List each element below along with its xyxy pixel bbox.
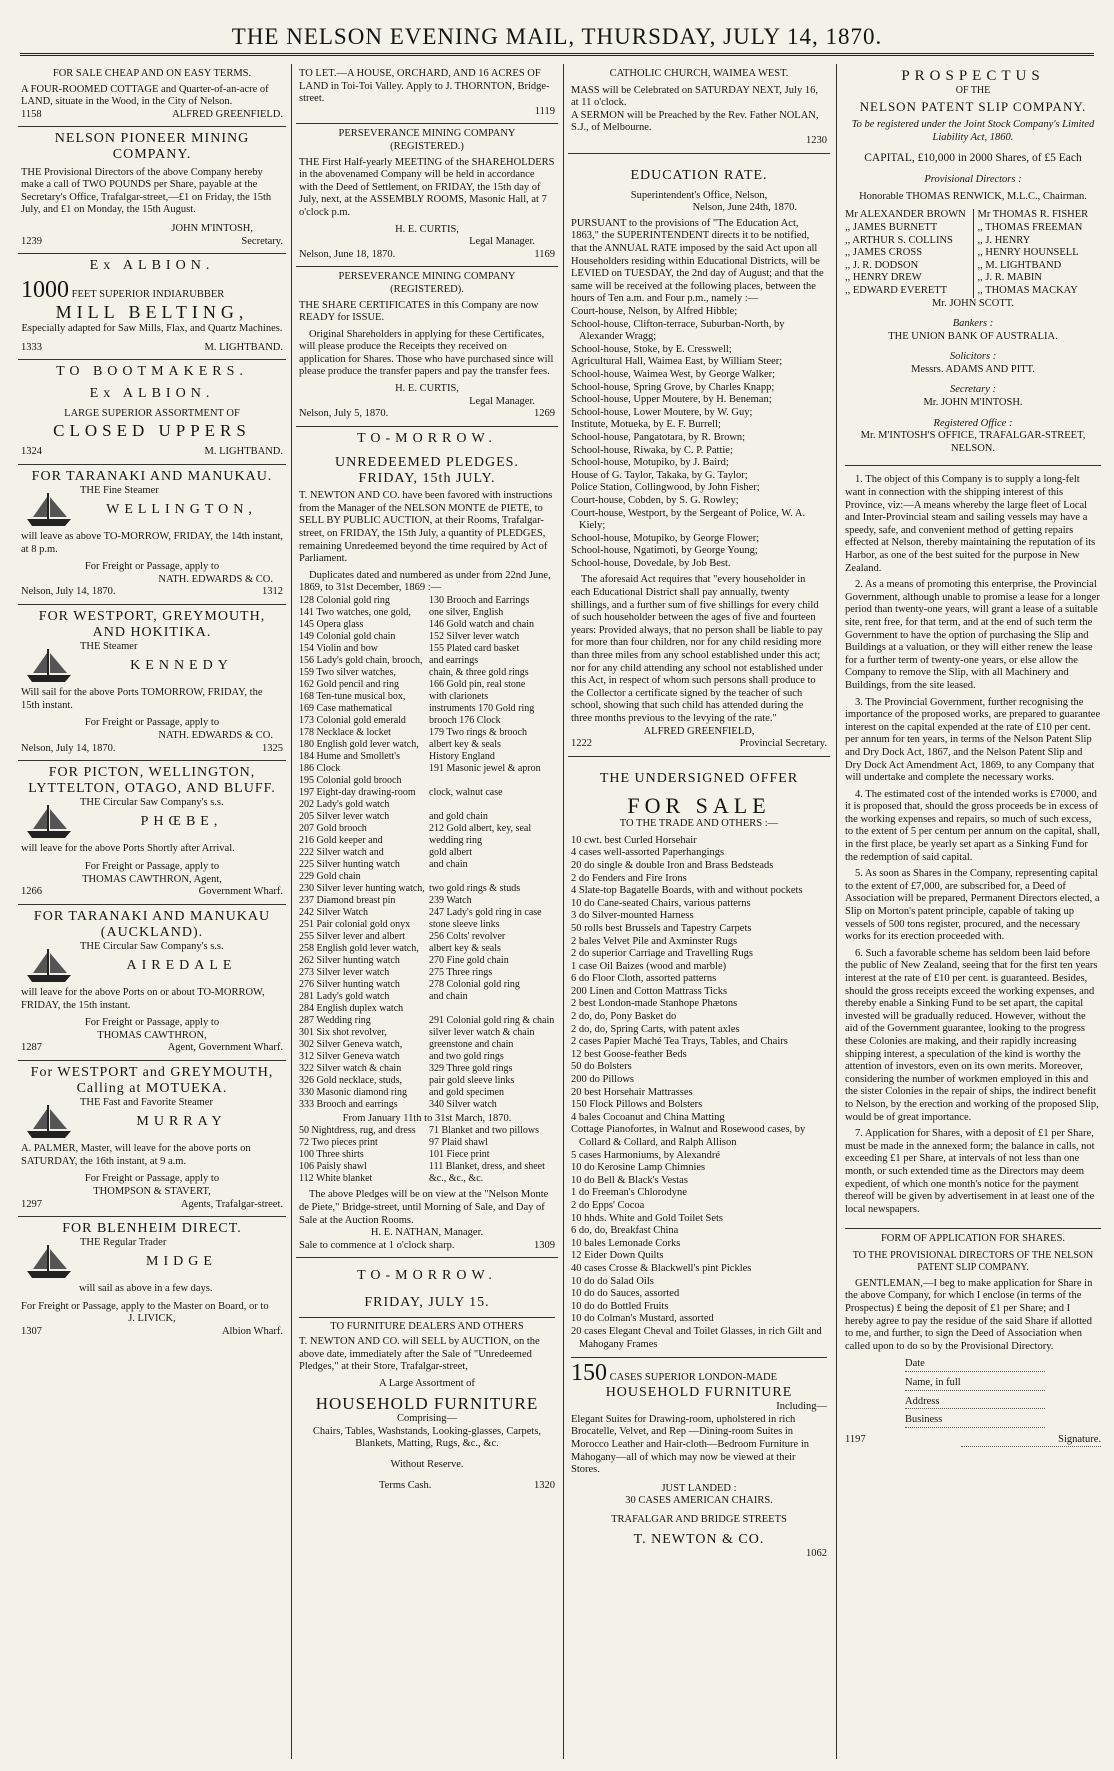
pledge-item: 128 Colonial gold ring: [299, 594, 390, 606]
pledge-item: 111 Blanket, dress, and sheet: [429, 1161, 545, 1173]
pledge-item: 178 Necklace & locket: [299, 726, 391, 738]
place-item: Police Station, Collingwood, by John Fisher;: [571, 482, 760, 494]
place-item: Court-house, Westport, by the Sergeant of Police, W. A. Kiely;: [571, 507, 806, 532]
pledge-item: 141 Two watches, one gold,: [299, 606, 411, 618]
pledge-item: 168 Ten-tune musical box,: [299, 690, 406, 702]
pledge-item: 242 Silver Watch: [299, 906, 368, 918]
goods-item: 40 cases Crosse & Blackwell's pint Pickles: [571, 1262, 752, 1274]
pledge-item: 256 Colts' revolver: [429, 930, 506, 942]
pledge-item: 207 Gold brooch: [299, 822, 367, 834]
goods-item: 10 do Cane-seated Chairs, various patterns: [571, 897, 751, 909]
pledge-item: 333 Brooch and earrings: [299, 1098, 398, 1110]
prospectus-paragraph: 5. As soon as Shares in the Company, representing capital to the extent of £7,000, are subscribed for, a Deed of Association will be prepared, Permanent Directors elected, a Slip on Morton's patent principle, capable of taking up vessels of 500 tons register, procured, and the necessary works for its erection proceeded with.: [845, 868, 1100, 943]
place-item: Institute, Motueka, by E. F. Burrell;: [571, 419, 721, 431]
column-4: [842, 64, 1104, 1759]
pledge-item: and chain: [429, 990, 468, 1002]
place-item: School-house, Lower Moutere, by W. Guy;: [571, 406, 753, 418]
pledge-item: 225 Silver hunting watch: [299, 858, 400, 870]
pledge-item: 278 Colonial gold ring: [429, 978, 520, 990]
place-item: House of G. Taylor, Takaka, by G. Taylor;: [571, 469, 748, 481]
masthead: THE NELSON EVENING MAIL, THURSDAY, JULY 14, 1870.: [20, 22, 1094, 56]
pledge-item: 205 Silver lever watch: [299, 810, 390, 822]
goods-item: 20 cases Elegant Cheval and Toilet Glasses, in rich Gilt and Mahogany Frames: [571, 1325, 822, 1350]
pledge-item: 156 Lady's gold chain, brooch,: [299, 654, 423, 666]
director-name: ,, J. R. DODSON: [845, 259, 919, 271]
goods-item: 20 best Horsehair Mattrasses: [571, 1086, 693, 1098]
pledge-item: 312 Silver Geneva watch: [299, 1050, 400, 1062]
pledge-item: 149 Colonial gold chain: [299, 630, 396, 642]
ad-to-let: TO LET.—A HOUSE, ORCHARD, AND 16 ACRES OF LAND in Toi-Toi Valley. Apply to J. THORNTON, Bridge-street. 1119: [296, 64, 558, 124]
pledge-item: 281 Lady's gold watch: [299, 990, 390, 1002]
pledge-item: 258 English gold lever watch,: [299, 942, 419, 954]
prospectus-patent-slip: PROSPECTUS OF THE NELSON PATENT SLIP COMPANY. To be registered under the Joint Stock Company's Limited Liability Act, 1860. CAPITAL, £10,000 in 2000 Shares, of £5 Each Provisional Directors : Honorable THOMAS RENWICK, M.L.C., Chairman. Mr ALEXANDER BROWN ,, JAMES BURNETT ,, ARTHUR S. COLLINS ,, JAMES CROSS ,, J. R. DODSON ,, HENRY DREW ,, EDWARD EVERETT Mr THOMAS R. FISHER ,, THOMAS FREEMAN ,, J. HENRY ,, HENRY HOUNSELL ,, M. LIGHTBAND ,, J. R. MABIN ,, THOMAS MACKAY Mr. JOHN SCOTT. Bankers : THE UNION BANK OF AUSTRALIA. Solicitors : Messrs. ADAMS AND PITT. Secretary : Mr. JOHN M'INTOSH. Registered Office : Mr. M'INTOSH'S OFFICE, TRAFALGAR-STREET, NELSON. 1. The object of this Company is to supply a long-felt want in connection with the shipping interest of this Province, viz:—A means whereby the large fleet of Local and Inter-Provincial steam and sailing vessels may have a speedy, safe, and convenient method of getting repairs effected at Nelson, thereby maintaining the reputation of its Harbor, as one of the best suited for the purpose in New Zealand. 2. As a means of promoting this enterprise, the Provincial Government, although unable to promise a lease for a longer period than twenty-one years, will grant a lease of a suitable site, rent free, for that term, and at the end of such term the Government to have the option of purchasing the Slip and Buildings at a valuation, or they will either renew the lease for a further term of twenty-one years, or else allow the Company to remove the Slip, with all Machinery and Buildings, from the site leased. 3. The Provincial Government, further recognising the importance of the proposed works, are prepared to guarantee interest on the capital expended at the rate of £10 per cent. per annum for ten years, in terms of the Nelson Patent Slip and Dry Dock Act, 1867, and the Nelson Patent Slip and Dry Dock Act Amendment Act, 1869, to any Company that will undertake and complete the necessary works. 4. The estimated cost of the intended works is £7000, and it is proposed that, should the gross proceeds be in excess of the working expenses and repairs, so much of such excess, to the extent of 5 per centum per annum on the capital, shall, in the first place, be yearly set apart as a Sinking Fund for the redemption of said capital. 5. As soon as Shares in the Company, representing capital to the extent of £7,000, are subscribed for, a Deed of Association will be prepared, Permanent Directors elected, a Slip on Morton's patent principle, capable of taking up vessels of 500 tons register, procured, and the necessary works for its erection proceeded with. 6. Such a favorable scheme has seldom been laid before the public of New Zealand, seeing that for the first ten years interest at the rate of £10 per cent. is guaranteed. Besides, should the gross receipts exceed the working expenses, and thereby enable a Sinking Fund to be set apart, the capital invested will be gradually reduced. However, without the aid of the Government guarantee, looking to the progress these Colonies are making, and their rapidly increasing shipping interest, a speculation of the kind is worthy the attention of investors, even on its own merits. Moreover, considering the number of workmen employed in this and the sister Colonies in the repair of ships, the indirect benefit to Nelson, by the erection and working of the proposed Slip, would be of great importance. 7. Application for Shares, with a deposit of £1 per Share, must be made in the annexed form; the balance in calls, not exceeding £1 per Share, at intervals of not less than one month, or such extended time as the Directors may deem expedient, of which one month's notice for the payment thereof will be given by advertisement in at least one of the local newspapers. FORM OF APPLICATION FOR SHARES. TO THE PROVISIONAL DIRECTORS OF THE NELSON PATENT SLIP COMPANY. GENTLEMAN,—I beg to make application for Share in the above Company, for which I enclose (in terms of the Prospectus) £ being the deposit of £1 per Share; and I hereby agree to pay the residue of the said Share if allotted to me, and further, to sign the Deed of Association when called upon to do so by the Provisional Directory. Date Name, in full Address Business 1197 Signature.: [842, 64, 1104, 1452]
ship-icon: [23, 799, 75, 841]
pledge-item: 216 Gold keeper and: [299, 834, 383, 846]
pledge-item: 106 Paisly shawl: [299, 1161, 367, 1173]
pledge-item: 197 Eight-day drawing-room: [299, 786, 416, 798]
ad-education-rate: EDUCATION RATE. Superintendent's Office, Nelson, Nelson, June 24th, 1870. PURSUANT to the provisions of "The Education Act, 1863," the SUPERINTENDENT directs it to be notified, that the ANNUAL RATE imposed by the said Act upon all Householders residing within Educational Districts, will be LEVIED on TUESDAY, the 2nd day of August; and that the same will be received at the following places, between the hours of Ten a.m. and Four p.m., namely :— Court-house, Nelson, by Alfred Hibble; School-house, Clifton-terrace, Suburban-North, by Alexander Wragg; School-house, Stoke, by E. Cresswell; Agricultural Hall, Waimea East, by William Steer; School-house, Waimea West, by George Walker; School-house, Spring Grove, by Charles Knapp; School-house, Upper Moutere, by H. Beneman; School-house, Lower Moutere, by W. Guy; Institute, Motueka, by E. F. Burrell; School-house, Pangatotara, by R. Brown; School-house, Riwaka, by C. P. Pattie; School-house, Motupiko, by J. Baird; House of G. Taylor, Takaka, by G. Taylor; Police Station, Collingwood, by John Fisher; Court-house, Cobden, by S. G. Rowley; Court-house, Westport, by the Sergeant of Police, W. A. Kiely; School-house, Motupiko, by George Flower; School-house, Ngatimoti, by George Young; School-house, Dovedale, by Job Best. The aforesaid Act requires that "every householder in each Educational District shall pay annually, twenty shillings, and a further sum of five shillings for every child of such householder between the ages of five and fourteen years: Provided always, that no person shall be liable to pay for more than four children, nor for any child residing more than three miles from any school established under this act; nor for any child attending any school not established under this Act, in respect of whom such persons shall produce to the Collector a certificate signed by the teacher of such school, showing that such child has attended during the three months previous to the levying of the rate." ALFRED GREENFIELD, 1222 Provincial Secretary.: [568, 154, 830, 757]
pledge-item: 326 Gold necklace, studs,: [299, 1074, 403, 1086]
goods-item: 6 do, do, Breakfast China: [571, 1225, 679, 1237]
place-item: School-house, Riwaka, by C. P. Pattie;: [571, 444, 733, 456]
ship-icon: [23, 643, 75, 685]
pledge-item: 130 Brooch and Earrings: [429, 594, 530, 606]
pledge-item: 262 Silver hunting watch: [299, 954, 400, 966]
place-item: Court-house, Nelson, by Alfred Hibble;: [571, 306, 738, 317]
ad-unredeemed-pledges: TO-MORROW. UNREDEEMED PLEDGES. FRIDAY, 15th JULY. T. NEWTON AND CO. have been favored with instructions from the Manager of the NELSON MONTE de PIETE, to SELL BY PUBLIC AUCTION, at their Rooms, Trafalgar-street, on FRIDAY, the 15th July, a quantity of PLEDGES, remaining Unredeemed beyond the time required by Act of Parliament. Duplicates dated and numbered as under from 22nd June, 1869, to 31st December, 1869 :— 128 Colonial gold ring 130 Brooch and Earrings 141 Two watches, one gold, one silver, English 145 Opera glass 146 Gold watch and chain 149 Colonial gold chain 152 Silver lever watch 154 Violin and bow 155 Plated card basket 156 Lady's gold chain, brooch, and earrings 159 Two silver watches, chain, & three gold rings 162 Gold pencil and ring 166 Gold pin, real stone 168 Ten-tune musical box, with clarionets 169 Case mathematical instruments 170 Gold ring 173 Colonial gold emerald brooch 176 Clock 178 Necklace & locket 179 Two rings & brooch 180 English gold lever watch, albert key & seals 184 Hume and Smollett's History England 186 Clock 191 Masonic jewel & apron 195 Colonial gold brooch 197 Eight-day drawing-room clock, walnut case 202 Lady's gold watch 205 Silver lever watch and gold chain 207 Gold brooch 212 Gold albert, key, seal 216 Gold keeper and wedding ring 222 Silver watch and gold albert 225 Silver hunting watch and chain 229 Gold chain 230 Silver lever hunting watch, two gold rings & studs 237 Diamond breast pin 239 Watch 242 Silver Watch 247 Lady's gold ring in case 251 Pair colonial gold onyx stone sleeve links 255 Silver lever and albert 256 Colts' revolver 258 English gold lever watch, albert key & seals 262 Silver hunting watch 270 Fine gold chain 273 Silver lever watch 275 Three rings 276 Silver hunting watch 278 Colonial gold ring 281 Lady's gold watch and chain 284 English duplex watch 287 Wedding ring 291 Colonial gold ring & chain 301 Six shot revolver, silver lever watch & chain 302 Silver Geneva watch, greenstone and chain 312 Silver Geneva watch and two gold rings 322 Silver watch & chain 329 Three gold rings 326 Gold necklace, studs, pair gold sleeve links 330 Masonic diamond ring and gold specimen 333 Brooch and earrings 340 Silver watch From January 11th to 31st March, 1870. 50 Nightdress, rug, and dress 71 Blanket and two pillows 72 Two pieces print 97 Plaid shawl 100 Three shirts 101 Fiece print 106 Paisly shawl 111 Blanket, dress, and sheet 112 White blanket &c., &c., &c. The above Pledges will be on view at the "Nelson Monte de Piete," Bridge-street, until Morning of Sale, and Day of Sale at the Auction Rooms. H. E. NATHAN, Manager. Sale to commence at 1 o'clock sharp. 1309: [296, 427, 558, 1259]
pledge-item: 291 Colonial gold ring & chain: [429, 1014, 555, 1026]
ship-icon: [23, 943, 75, 985]
pledge-item: 255 Silver lever and albert: [299, 930, 406, 942]
pledge-item: 145 Opera glass: [299, 618, 364, 630]
director-name: ,, JAMES CROSS: [845, 247, 923, 259]
prospectus-paragraphs: [845, 465, 1101, 1216]
director-name: ,, THOMAS MACKAY: [977, 284, 1078, 296]
prospectus-paragraph: 2. As a means of promoting this enterprise, the Provincial Government, although unable to promise a lease for a longer period than twenty-one years, will grant a lease of a suitable site, rent free, for that term, and at the end of such term the Government to have the option of purchasing the Slip and Buildings at a valuation, or they will either renew the lease for a further term of twenty-one years, or else allow the Company to remove the Slip, with all Machinery and Buildings, from the site leased.: [845, 579, 1100, 691]
director-name: Mr THOMAS R. FISHER: [977, 209, 1089, 221]
pledge-item: silver lever watch & chain: [429, 1026, 535, 1038]
goods-item: 1 do Freeman's Chlorodyne: [571, 1187, 687, 1199]
pledge-item: 239 Watch: [429, 894, 472, 906]
ad-steamer-kennedy: FOR WESTPORT, GREYMOUTH, AND HOKITIKA. THE Steamer KENNEDY Will sail for the above Ports TOMORROW, FRIDAY, the 15th instant. For Freight or Passage, apply to NATH. EDWARDS & CO. Nelson, July 14, 1870. 1325: [18, 605, 286, 761]
goods-item: 50 rolls best Brussels and Tapestry Carpets: [571, 922, 752, 934]
pledge-item: 191 Masonic jewel & apron: [429, 762, 541, 774]
ad-pioneer-mining: NELSON PIONEER MINING COMPANY. THE Provisional Directors of the above Company hereby make a call of TWO POUNDS per Share, payable at the Secretary's Office, Trafalgar-street,—£1 on Friday, the 15th July, and £1 on Monday, the 15th August. JOHN M'INTOSH, 1239 Secretary.: [18, 127, 286, 254]
prospectus-paragraph: 4. The estimated cost of the intended works is £7000, and it is proposed that, should the gross proceeds be in excess of the working expenses and repairs, so much of such excess, to the extent of 5 per centum per annum on the capital, shall, in the first place, be yearly set apart as a Sinking Fund for the redemption of said capital.: [845, 788, 1100, 863]
pledge-item: 112 White blanket: [299, 1173, 373, 1185]
director-name: ,, J. HENRY: [977, 234, 1031, 246]
pledge-item: &c., &c., &c.: [429, 1173, 484, 1185]
place-item: School-house, Motupiko, by J. Baird;: [571, 457, 729, 469]
director-name: ,, ARTHUR S. COLLINS: [845, 234, 953, 246]
director-name: ,, M. LIGHTBAND: [977, 259, 1062, 271]
pledge-item: 329 Three gold rings: [429, 1062, 513, 1074]
pledge-item: 180 English gold lever watch,: [299, 738, 419, 750]
pledge-item: greenstone and chain: [429, 1038, 514, 1050]
place-item: School-house, Spring Grove, by Charles Knapp;: [571, 381, 775, 393]
pledge-item: 100 Three shirts: [299, 1149, 364, 1161]
goods-item: 2 do Fenders and Fire Irons: [571, 872, 687, 884]
pledge-item: two gold rings & studs: [429, 882, 521, 894]
pledge-item: 273 Silver lever watch: [299, 966, 390, 978]
form-business-field[interactable]: Business: [905, 1414, 1045, 1428]
pledge-item: 71 Blanket and two pillows: [429, 1125, 539, 1137]
goods-item: 12 Eider Down Quilts: [571, 1250, 664, 1262]
place-item: School-house, Upper Moutere, by H. Beneman;: [571, 394, 772, 406]
ship-icon: [23, 1239, 75, 1281]
place-item: School-house, Stoke, by E. Cresswell;: [571, 343, 732, 355]
pledge-item: chain, & three gold rings: [429, 666, 529, 678]
goods-list: [571, 835, 827, 1351]
place-item: School-house, Pangatotara, by R. Brown;: [571, 431, 746, 443]
pledge-item: wedding ring: [429, 834, 483, 846]
pledge-item: gold albert: [429, 846, 473, 858]
place-item: School-house, Motupiko, by George Flower;: [571, 532, 760, 544]
place-item: School-house, Clifton-terrace, Suburban-North, by Alexander Wragg;: [571, 318, 785, 343]
goods-item: 2 do, do, Pony Basket do: [571, 1011, 677, 1023]
pledge-item: 237 Diamond breast pin: [299, 894, 396, 906]
pledge-item: 97 Plaid shawl: [429, 1137, 488, 1149]
pledge-item: clock, walnut case: [429, 786, 503, 798]
pledge-item: and gold chain: [429, 810, 488, 822]
director-name: ,, HENRY DREW: [845, 272, 922, 284]
place-item: Court-house, Cobden, by S. G. Rowley;: [571, 494, 739, 506]
ad-trader-midge: FOR BLENHEIM DIRECT. THE Regular Trader MIDGE will sail as above in a few days. For Freight or Passage, apply to the Master on Board, or to J. LIVICK, 1307 Albion Wharf.: [21, 1221, 283, 1337]
pledge-item: 229 Gold chain: [299, 870, 361, 882]
pledge-item: 302 Silver Geneva watch,: [299, 1038, 403, 1050]
place-item: Agricultural Hall, Waimea East, by William Steer;: [571, 356, 783, 368]
ad-steamer-wellington: FOR TARANAKI AND MANUKAU. THE Fine Steamer WELLINGTON, will leave as above TO-MORROW, FRIDAY, the 14th instant, at 8 p.m. For Freight or Passage, apply to NATH. EDWARDS & CO. Nelson, July 14, 1870. 1312: [18, 465, 286, 605]
pledge-item: 287 Wedding ring: [299, 1014, 371, 1026]
ad-perseverance-meeting: PERSEVERANCE MINING COMPANY (REGISTERED.) THE First Half-yearly MEETING of the SHAREHOLDERS in the abovenamed Company will be held in accordance with the Deed of Settlement, on FRIDAY, the 15th day of July, next, at the ASSEMBLY ROOMS, Masonic Hall, at 7 o'clock p.m. H. E. CURTIS, Legal Manager. Nelson, June 18, 1870. 1169: [296, 124, 558, 267]
pledge-item: 270 Fine gold chain: [429, 954, 509, 966]
goods-item: 10 cwt. best Curled Horsehair: [571, 834, 697, 846]
pledge-item: 202 Lady's gold watch: [299, 798, 390, 810]
directors-list: [845, 209, 1101, 297]
ad-bootmakers: TO BOOTMAKERS. Ex ALBION. LARGE SUPERIOR ASSORTMENT OF CLOSED UPPERS 1324 M. LIGHTBAND.: [18, 360, 286, 465]
pledge-item: 72 Two pieces print: [299, 1137, 378, 1149]
pledge-item: [429, 799, 555, 811]
ad-catholic-mass: CATHOLIC CHURCH, WAIMEA WEST. MASS will be Celebrated on SATURDAY NEXT, July 16, at 11 o'clock. A SERMON will be Preached by the Rev. Father NOLAN, S.J., of Melbourne. 1230: [568, 64, 830, 154]
ad-perseverance-certificates: PERSEVERANCE MINING COMPANY (REGISTERED). THE SHARE CERTIFICATES in this Company are now READY for ISSUE. Original Shareholders in applying for these Certificates, will please produce the Receipts they received on application for Shares. Those who have purchased since will please produce the transfer papers and pay the transfer fees. H. E. CURTIS, Legal Manager. Nelson, July 5, 1870. 1269: [296, 267, 558, 427]
pledge-item: 162 Gold pencil and ring: [299, 678, 399, 690]
pledge-item: pair gold sleeve links: [429, 1074, 515, 1086]
goods-item: 12 best Goose-feather Beds: [571, 1048, 687, 1060]
goods-item: 2 best London-made Stanhope Phætons: [571, 998, 738, 1010]
pledge-item: 184 Hume and Smollett's: [299, 750, 400, 762]
pledge-item: History England: [429, 750, 495, 762]
pledge-list: [299, 595, 555, 1111]
pledge-item: and two gold rings: [429, 1050, 504, 1062]
pledge-item: 169 Case mathematical: [299, 702, 393, 714]
pledge-item: 330 Masonic diamond ring: [299, 1086, 408, 1098]
goods-item: 10 hhds. White and Gold Toilet Sets: [571, 1212, 723, 1224]
pledge-list-2: [299, 1125, 555, 1185]
pledge-item: 230 Silver lever hunting watch,: [299, 882, 425, 894]
ad-newton-for-sale: THE UNDERSIGNED OFFER FOR SALE TO THE TRADE AND OTHERS :— 10 cwt. best Curled Horsehair 4 cases well-assorted Paperhangings 20 do single & double Iron and Brass Bedsteads 2 do Fenders and Fire Irons 4 Slate-top Bagatelle Boards, with and without pockets 10 do Cane-seated Chairs, various patterns 3 do Silver-mounted Harness 50 rolls best Brussels and Tapestry Carpets 2 bales Velvet Pile and Axminster Rugs 2 do superior Carriage and Travelling Rugs 1 case Oil Baizes (wood and marble) 6 do Floor Cloth, assorted patterns 200 Linen and Cotton Mattrass Ticks 2 best London-made Stanhope Phætons 2 do, do, Pony Basket do 2 do, do, Spring Carts, with patent axles 2 cases Papier Maché Tea Trays, Tables, and Chairs 12 best Goose-feather Beds 50 do Bolsters 200 do Pillows 20 best Horsehair Mattrasses 150 Flock Pillows and Bolsters 4 bales Cocoanut and China Matting Cottage Pianofortes, in Walnut and Rosewood cases, by Collard & Collard, and Ralph Allison 5 cases Harmoniums, by Alexandré 10 do Kerosine Lamp Chimnies 10 do Bell & Black's Vestas 1 do Freeman's Chlorodyne 2 do Epps' Cocoa 10 hhds. White and Gold Toilet Sets 6 do, do, Breakfast China 10 bales Lemonade Corks 12 Eider Down Quilts 40 cases Crosse & Blackwell's pint Pickles 10 do do Salad Oils 10 do do Sauces, assorted 10 do do Bottled Fruits 10 do Colman's Mustard, assorted 20 cases Elegant Cheval and Toilet Glasses, in rich Gilt and Mahogany Frames 150 CASES SUPERIOR LONDON-MADE HOUSEHOLD FURNITURE Including— Elegant Suites for Drawing-room, upholstered in rich Brocatelle, Velvet, and Rep —Dining-room Suites in Morocco Leather and Hair-cloth—Bedroom Furniture in Mahogany—all of which may now be viewed at their Stores. JUST LANDED : 30 CASES AMERICAN CHAIRS. TRAFALGAR AND BRIDGE STREETS T. NEWTON & CO. 1062: [571, 770, 827, 1559]
ad-mill-belting: Ex ALBION. 1000 FEET SUPERIOR INDIARUBBER MILL BELTING, Especially adapted for Saw Mills, Flax, and Quartz Machines. 1333 M. LIGHTBAND.: [18, 254, 286, 360]
director-name: ,, HENRY HOUNSELL: [977, 247, 1079, 259]
ad-steamer-phoebe: FOR PICTON, WELLINGTON, LYTTELTON, OTAGO, AND BLUFF. THE Circular Saw Company's s.s. PHŒBE, will leave for the above Ports Shortly after Arrival. For Freight or Passage, apply to THOMAS CAWTHRON, Agent, 1266 Government Wharf.: [18, 761, 286, 905]
pledge-item: 50 Nightdress, rug, and dress: [299, 1125, 416, 1137]
pledge-item: 251 Pair colonial gold onyx: [299, 918, 411, 930]
ad-steamer-murray: For WESTPORT and GREYMOUTH, Calling at MOTUEKA. THE Fast and Favorite Steamer MURRAY A. PALMER, Master, will leave for the above ports on SATURDAY, the 16th instant, at 9 a.m. For Freight or Passage, apply to THOMPSON & STAVERT, 1297 Agents, Trafalgar-street.: [18, 1061, 286, 1217]
goods-item: 4 cases well-assorted Paperhangings: [571, 847, 725, 859]
pledge-item: with clarionets: [429, 690, 489, 702]
goods-item: Cottage Pianofortes, in Walnut and Rosewood cases, by Collard & Collard, and Ralph Allison: [571, 1124, 806, 1149]
goods-item: 10 do do Sauces, assorted: [571, 1288, 680, 1300]
goods-item: 5 cases Harmoniums, by Alexandré: [571, 1149, 721, 1161]
goods-item: 10 do Kerosine Lamp Chimnies: [571, 1162, 706, 1174]
director-name: ,, JAMES BURNETT: [845, 221, 938, 233]
pledge-item: 247 Lady's gold ring in case: [429, 906, 542, 918]
goods-item: 1 case Oil Baizes (wood and marble): [571, 960, 727, 972]
goods-item: 50 do Bolsters: [571, 1061, 632, 1073]
pledge-item: 155 Plated card basket: [429, 642, 520, 654]
form-name-field[interactable]: Name, in full: [905, 1377, 1045, 1391]
prospectus-paragraph: 3. The Provincial Government, further recognising the importance of the proposed works, are prepared to guarantee interest on the capital expended at the rate of £10 per cent. per annum for ten years, in terms of the Nelson Patent Slip and Dry Dock Act, 1867, and the Nelson Patent Slip and Dry Dock Act Amendment Act, 1869, to any Company that will undertake and complete the necessary works.: [845, 696, 1101, 784]
director-name: Mr ALEXANDER BROWN: [845, 209, 966, 221]
pledge-item: 179 Two rings & brooch: [429, 726, 527, 738]
goods-item: 200 Linen and Cotton Mattrass Ticks: [571, 985, 728, 997]
ship-icon: [23, 1099, 75, 1141]
director-name: ,, J. R. MABIN: [977, 272, 1042, 284]
goods-item: 2 cases Papier Maché Tea Trays, Tables, and Chairs: [571, 1036, 788, 1048]
column-2: [296, 64, 558, 1759]
column-1: [18, 64, 286, 1759]
form-signature-field[interactable]: Signature.: [961, 1434, 1101, 1448]
pledge-item: and chain: [429, 858, 468, 870]
pledge-item: [429, 1003, 555, 1015]
pledge-item: 154 Violin and bow: [299, 642, 378, 654]
pledge-item: 284 English duplex watch: [299, 1002, 404, 1014]
goods-item: 4 Slate-top Bagatelle Boards, with and without pockets: [571, 885, 803, 897]
form-date-field[interactable]: Date: [905, 1358, 1045, 1372]
goods-item: 20 do single & double Iron and Brass Bedsteads: [571, 859, 774, 871]
form-address-field[interactable]: Address: [905, 1396, 1045, 1410]
pledge-item: 166 Gold pin, real stone: [429, 678, 526, 690]
pledge-item: one silver, English: [429, 606, 504, 618]
goods-item: 10 do do Salad Oils: [571, 1275, 654, 1287]
pledge-item: 322 Silver watch & chain: [299, 1062, 402, 1074]
ship-icon: [23, 487, 75, 529]
ad-steamer-airedale: FOR TARANAKI AND MANUKAU (AUCKLAND). THE Circular Saw Company's s.s. AIREDALE will leave for the above Ports on or about TO-MORROW, FRIDAY, the 15th instant. For Freight or Passage, apply to THOMAS CAWTHRON, 1287 Agent, Government Wharf.: [18, 905, 286, 1061]
pledge-item: 186 Clock: [299, 762, 341, 774]
pledge-item: 275 Three rings: [429, 966, 493, 978]
goods-item: 10 do Bell & Black's Vestas: [571, 1174, 688, 1186]
pledge-item: 276 Silver hunting watch: [299, 978, 400, 990]
goods-item: 2 bales Velvet Pile and Axminster Rugs: [571, 935, 738, 947]
goods-item: 200 do Pillows: [571, 1074, 635, 1086]
column-3: [568, 64, 830, 1759]
goods-item: 10 do Colman's Mustard, assorted: [571, 1313, 714, 1325]
place-item: School-house, Ngatimoti, by George Young;: [571, 545, 758, 557]
pledge-item: 340 Silver watch: [429, 1098, 497, 1110]
prospectus-paragraph: 7. Application for Shares, with a deposit of £1 per Share, must be made in the annexed form; the balance in calls, not exceeding £1 per Share, at intervals of not less than one month, or such extended time as the Directors may deem expedient, of which one month's notice for the payment thereof will be given by advertisement in at least one of the local newspapers.: [845, 1128, 1095, 1215]
ad-cottage: FOR SALE CHEAP AND ON EASY TERMS. A FOUR-ROOMED COTTAGE and Quarter-of-an-acre of LAND, situate in the Wood, in the City of Nelson. 1158 ALFRED GREENFIELD.: [18, 64, 286, 127]
pledge-item: instruments 170 Gold ring: [429, 702, 535, 714]
pledge-item: [429, 775, 555, 787]
goods-item: 6 do Floor Cloth, assorted patterns: [571, 973, 717, 985]
pledge-item: 222 Silver watch and: [299, 846, 384, 858]
collection-places-list: [571, 306, 827, 570]
goods-item: 10 do do Bottled Fruits: [571, 1300, 669, 1312]
pledge-item: and earrings: [429, 654, 479, 666]
goods-item: 4 bales Cocoanut and China Matting: [571, 1111, 725, 1123]
goods-item: 2 do, do, Spring Carts, with patent axles: [571, 1023, 740, 1035]
goods-item: 10 bales Lemonade Corks: [571, 1237, 681, 1249]
pledge-item: brooch 176 Clock: [429, 714, 501, 726]
place-item: School-house, Waimea West, by George Walker;: [571, 368, 776, 380]
pledge-item: 152 Silver lever watch: [429, 630, 520, 642]
prospectus-paragraph: 6. Such a favorable scheme has seldom been laid before the public of New Zealand, seeing that for the first ten years interest at the rate of £10 per cent. is guaranteed. Besides, should the gross receipts exceed the working expenses, and thereby enable a Sinking Fund to be set apart, the capital invested will be gradually reduced. However, without the aid of the Government guarantee, looking to the progress these Colonies are making, and their rapidly increasing shipping interest, a speculation of the kind is worthy the attention of investors, even on its own merits. Moreover, considering the number of workmen employed in this and the sister Colonies in the repair of ships, the indirect benefit to Nelson, by the erection and working of the proposed Slip, would be of great importance.: [845, 947, 1099, 1123]
goods-item: 2 do superior Carriage and Travelling Rugs: [571, 948, 753, 960]
prospectus-paragraph: 1. The object of this Company is to supply a long-felt want in connection with the shipping interest of this Province, viz:—A means whereby the large fleet of Local and Inter-Provincial steam and sailing vessels may have a speedy, safe, and convenient method of getting repairs effected at Nelson, thereby maintaining the reputation of its Harbor, as one of the best suited for the purpose in New Zealand.: [845, 474, 1096, 574]
pledge-item: 173 Colonial gold emerald: [299, 714, 406, 726]
goods-item: 3 do Silver-mounted Harness: [571, 910, 694, 922]
pledge-item: 146 Gold watch and chain: [429, 618, 534, 630]
pledge-item: and gold specimen: [429, 1086, 504, 1098]
goods-item: 150 Flock Pillows and Bolsters: [571, 1099, 703, 1111]
pledge-item: stone sleeve links: [429, 918, 500, 930]
pledge-item: albert key & seals: [429, 942, 501, 954]
ad-furniture-auction: TO-MORROW. FRIDAY, JULY 15. TO FURNITURE DEALERS AND OTHERS T. NEWTON AND CO. will SELL by AUCTION, on the above date, immediately after the Sale of "Unredeemed Pledges," at their Store, Trafalgar-street, A Large Assortment of HOUSEHOLD FURNITURE Comprising— Chairs, Tables, Washstands, Looking-glasses, Carpets, Blankets, Matting, Rugs, &c., &c. Without Reserve. Terms Cash. 1320: [299, 1268, 555, 1491]
pledge-item: 195 Colonial gold brooch: [299, 774, 402, 786]
pledge-item: albert key & seals: [429, 738, 501, 750]
director-name: ,, THOMAS FREEMAN: [977, 221, 1083, 233]
goods-item: 2 do Epps' Cocoa: [571, 1199, 645, 1211]
pledge-item: 101 Fiece print: [429, 1149, 490, 1161]
pledge-item: 301 Six shot revolver,: [299, 1026, 387, 1038]
pledge-item: 159 Two silver watches,: [299, 666, 396, 678]
pledge-item: 212 Gold albert, key, seal: [429, 822, 532, 834]
director-name: ,, EDWARD EVERETT: [845, 284, 948, 296]
pledge-item: [429, 871, 555, 883]
place-item: School-house, Dovedale, by Job Best.: [571, 557, 731, 569]
